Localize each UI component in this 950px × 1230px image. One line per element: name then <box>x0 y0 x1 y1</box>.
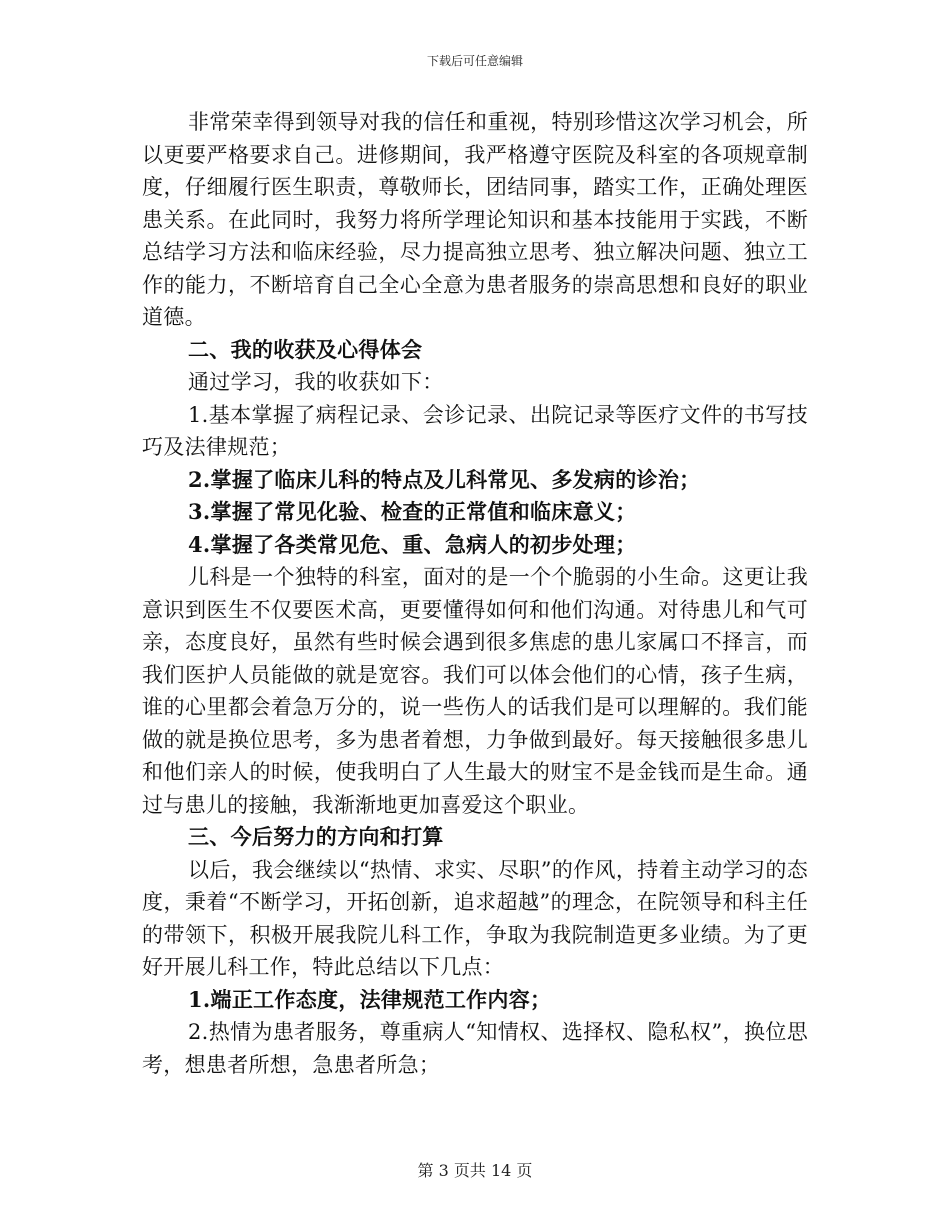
list-item-gain-1: 1.基本掌握了病程记录、会诊记录、出院记录等医疗文件的书写技巧及法律规范； <box>142 402 808 459</box>
list-item-gain-3: 3.掌握了常见化验、检查的正常值和临床意义； <box>188 499 637 524</box>
paragraph-gains-intro: 通过学习，我的收获如下： <box>188 370 444 394</box>
list-item-gain-4: 4.掌握了各类常见危、重、急病人的初步处理； <box>188 531 637 557</box>
page-header: 下载后可任意编辑 <box>426 54 523 68</box>
section-heading-2: 二、我的收获及心得体会 <box>188 336 423 362</box>
list-item-plan-2: 2.热情为患者服务，尊重病人“知情权、选择权、隐私权”，换位思考，想患者所想，急患者所急； <box>142 1020 808 1077</box>
list-item-gain-2: 2.掌握了临床儿科的特点及儿科常见、多发病的诊治； <box>188 466 701 492</box>
list-item-plan-1: 1.端正工作态度，法律规范工作内容； <box>188 986 552 1012</box>
document-body <box>142 106 808 1081</box>
paragraph-intro: 非常荣幸得到领导对我的信任和重视，特别珍惜这次学习机会，所以更要严格要求自己。进修期间，我严格遵守医院及科室的各项规章制度，仔细履行医生职责，尊敬师长，团结同事，踏实工作，正确处理医患关系。在此同时，我努力将所学理论知识和基本技能用于实践，不断总结学习方法和临床经验，尽力提高独立思考、独立解决问题、独立工作的能力，不断培育自己全心全意为患者服务的崇高思想和良好的职业道德。 <box>142 110 808 329</box>
section-heading-3: 三、今后努力的方向和打算 <box>188 824 444 849</box>
paragraph-pediatrics: 儿科是一个独特的科室，面对的是一个个脆弱的小生命。这更让我意识到医生不仅要医术高，更要懂得如何和他们沟通。对待患儿和气可亲，态度良好，虽然有些时候会遇到很多焦虑的患儿家属口不择言，而我们医护人员能做的就是宽容。我们可以体会他们的心情，孩子生病，谁的心里都会着急万分的，说一些伤人的话我们是可以理解的。我们能做的就是换位思考，多为患者着想，力争做到最好。每天接触很多患儿和他们亲人的时候，使我明白了人生最大的财宝不是金钱而是生命。通过与患儿的接触，我渐渐地更加喜爱这个职业。 <box>142 565 808 817</box>
page-footer: 第 3 页共 14 页 <box>417 1161 533 1180</box>
paragraph-future: 以后，我会继续以“热情、求实、尽职”的作风，持着主动学习的态度，秉着“不断学习，开拓创新，追求超越”的理念，在院领导和科主任的带领下，积极开展我院儿科工作，争取为我院制造更多业绩。为了更好开展儿科工作，特此总结以下几点： <box>142 857 808 979</box>
